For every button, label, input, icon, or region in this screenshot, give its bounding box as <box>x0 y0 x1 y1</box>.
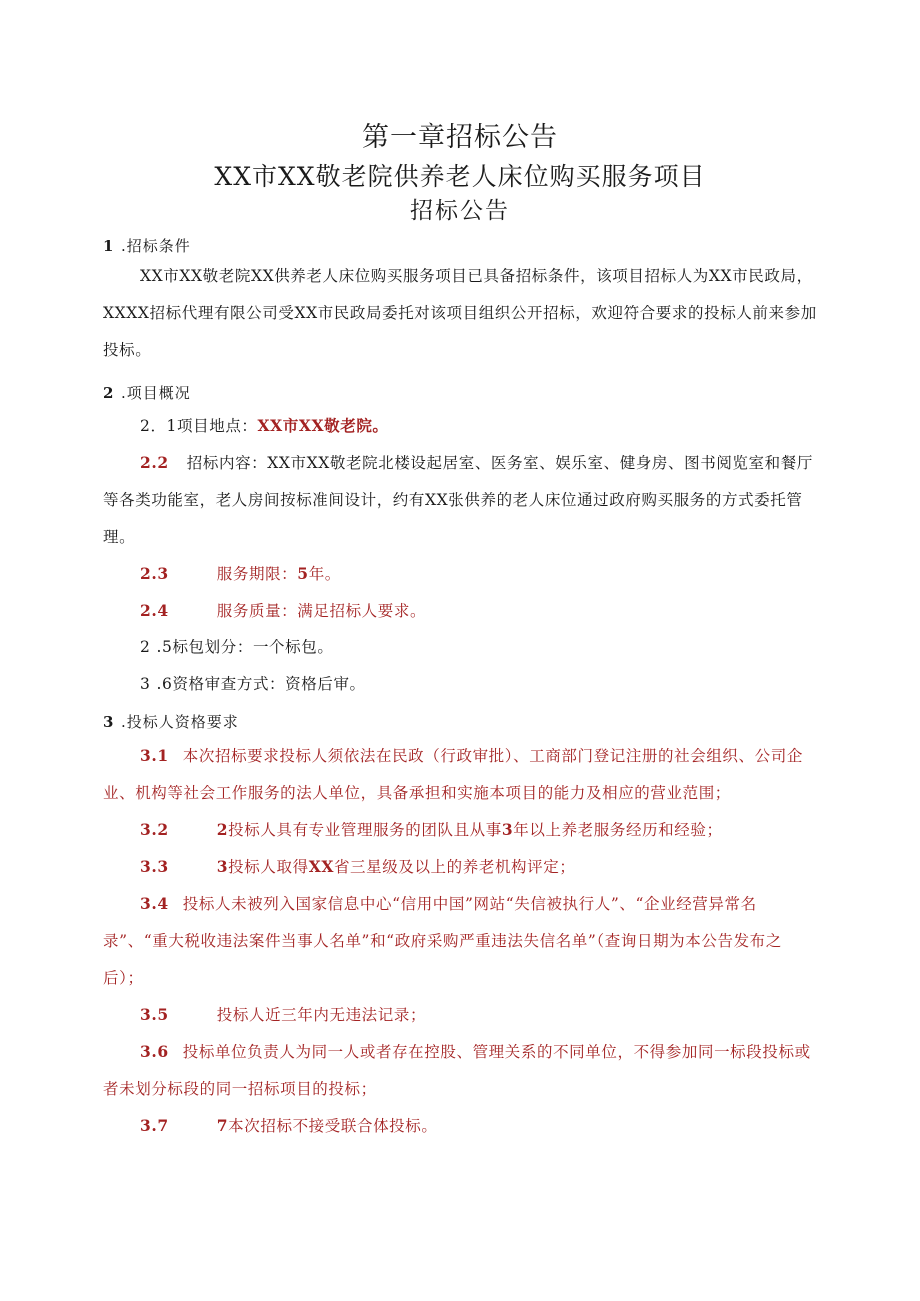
item-2-3-value: 5 <box>297 564 309 583</box>
item-2-5 <box>103 629 820 666</box>
notice-title: 招标公告 <box>410 198 510 224</box>
item-3-7-prefix: 7 <box>216 1116 229 1135</box>
item-3-3-number: 3.3 <box>140 857 169 876</box>
item-2-3 <box>103 555 820 593</box>
item-3-1-text: 本次招标要求投标人须依法在民政（行政审批）、工商部门登记注册的社会组织、公司企业、机构等社会工作服务的法人单位，具备承担和实施本项目的能力及相应的营业范围； <box>103 747 803 802</box>
item-2-5-text: .5标包划分：一个标包。 <box>156 638 334 656</box>
item-2-3-label: 服务期限： <box>216 565 298 583</box>
item-2-3-number: 2.3 <box>140 564 169 583</box>
item-3-2-prefix: 2 <box>216 820 229 839</box>
item-3-3-prefix: 3 <box>216 857 229 876</box>
item-2-6 <box>103 666 820 703</box>
item-2-2-number: 2.2 <box>140 453 169 472</box>
section-3-title: .投标人资格要求 <box>121 713 239 731</box>
section-3-number: 3 <box>103 713 114 731</box>
item-3-7 <box>103 1107 820 1145</box>
project-title: XX市XX敬老院供养老人床位购买服务项目 <box>214 162 706 191</box>
item-2-5-number: 2 <box>140 638 151 656</box>
item-3-2-text-b: 年以上养老服务经历和经验； <box>513 821 723 839</box>
chapter-title: 第一章招标公告 <box>362 122 558 153</box>
item-3-7-text: 本次招标不接受联合体投标。 <box>228 1117 438 1135</box>
item-2-1-value: XX市XX敬老院。 <box>257 416 389 435</box>
item-3-6 <box>103 1033 820 1108</box>
item-3-5-number: 3.5 <box>140 1005 169 1024</box>
item-2-1-label: 2．1项目地点： <box>140 417 258 435</box>
item-3-2-number: 3.2 <box>140 820 169 839</box>
item-3-2-years: 3 <box>501 820 514 839</box>
item-3-1 <box>103 737 820 812</box>
item-3-1-number: 3.1 <box>140 746 169 765</box>
item-3-2-text-a: 投标人具有专业管理服务的团队且从事 <box>228 821 502 839</box>
item-3-3 <box>103 848 820 886</box>
item-2-6-text: .6资格审查方式：资格后审。 <box>156 675 366 693</box>
section-2-title: .项目概况 <box>121 384 191 402</box>
item-2-4-text: 服务质量：满足招标人要求。 <box>216 602 427 620</box>
item-2-6-number: 3 <box>140 675 151 693</box>
item-2-4-number: 2.4 <box>140 601 169 620</box>
item-3-6-number: 3.6 <box>140 1042 169 1061</box>
section-1-text: XX市XX敬老院XX供养老人床位购买服务项目已具备招标条件，该项目招标人为XX市民政局，XXXX招标代理有限公司受XX市民政局委托对该项目组织公开招标，欢迎符合要求的投标人前来参加投标。 <box>103 267 817 359</box>
section-1-number: 1 <box>103 237 114 255</box>
item-2-2-text: 招标内容：XX市XX敬老院北楼设起居室、医务室、娱乐室、健身房、图书阅览室和餐厅等各类功能室，老人房间按标准间设计，约有XX张供养的老人床位通过政府购买服务的方式委托管理。 <box>103 454 813 546</box>
section-1-title: .招标条件 <box>121 237 191 255</box>
item-3-2 <box>103 811 820 849</box>
section-1-body <box>103 258 820 369</box>
item-2-1 <box>103 407 820 445</box>
item-3-5-text: 投标人近三年内无违法记录； <box>216 1006 427 1024</box>
section-3-heading <box>103 711 239 732</box>
section-2-heading <box>103 382 191 403</box>
item-3-3-text-a: 投标人取得 <box>228 858 309 876</box>
item-3-4-text: 投标人未被列入国家信息中心“信用中国”网站“失信被执行人”、“企业经营异常名录”、“重大税收违法案件当事人名单”和“政府采购严重违法失信名单”（查询日期为本公告发布之后）； <box>103 895 782 987</box>
item-2-3-unit: 年。 <box>308 565 341 583</box>
item-3-6-text: 投标单位负责人为同一人或者存在控股、管理关系的不同单位，不得参加同一标段投标或者未划分标段的同一招标项目的投标； <box>103 1043 811 1098</box>
item-3-4-number: 3.4 <box>140 894 169 913</box>
item-3-4 <box>103 885 820 997</box>
item-2-4 <box>103 592 820 630</box>
item-3-7-number: 3.7 <box>140 1116 169 1135</box>
section-2-number: 2 <box>103 384 114 402</box>
section-1-heading <box>103 235 191 256</box>
item-3-3-text-b: 省三星级及以上的养老机构评定； <box>333 858 576 876</box>
item-2-2 <box>103 444 820 556</box>
item-3-3-province: XX <box>308 857 334 876</box>
item-3-5 <box>103 996 820 1034</box>
